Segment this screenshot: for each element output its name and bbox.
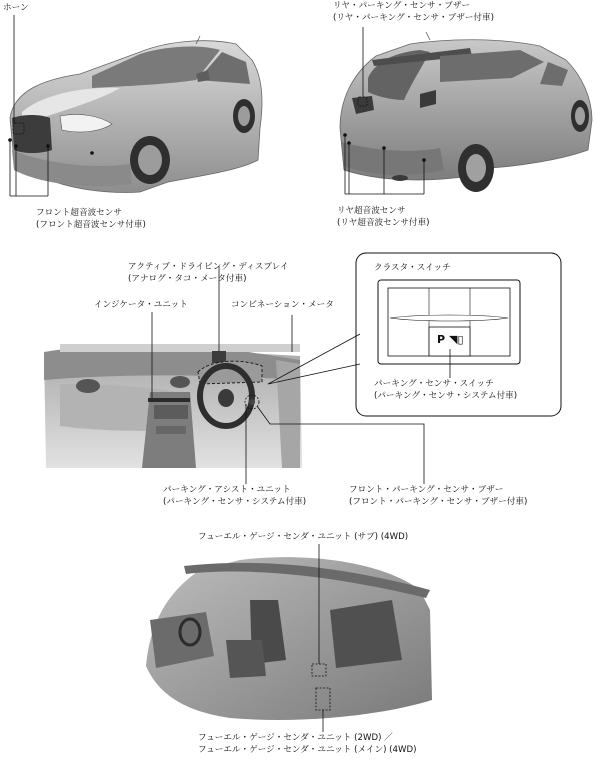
label-fuel-sender-main: フューエル・ゲージ・センダ・ユニット (2WD) ／ — [198, 733, 393, 743]
label-assist-unit-note: (パーキング・センサ・システム付車) — [163, 497, 307, 507]
label-front-sensor: フロント超音波センサ — [36, 208, 122, 218]
label-front-buzzer: フロント・パーキング・センサ・ブザー — [349, 485, 504, 495]
front-car-illustration — [8, 36, 262, 192]
parking-switch-glyph: P — [437, 333, 446, 346]
label-front-buzzer-note: (フロント・パーキング・センサ・ブザー付車) — [349, 497, 528, 507]
label-fuel-sender-sub: フューエル・ゲージ・センダ・ユニット (サブ) (4WD) — [198, 532, 409, 542]
parking-sensor-icon: ◥▯ — [449, 333, 464, 346]
cabin-illustration — [146, 557, 432, 720]
label-cluster-switch: クラスタ・スイッチ — [374, 263, 451, 273]
label-parking-switch: パーキング・センサ・スイッチ — [374, 379, 494, 389]
label-horn: ホーン — [3, 3, 29, 13]
rear-car-illustration — [340, 32, 592, 192]
label-indicator-unit: インジケータ・ユニット — [94, 300, 188, 310]
dashboard-illustration — [44, 344, 302, 468]
label-assist-unit: パーキング・アシスト・ユニット — [163, 485, 291, 495]
label-rear-sensor: リヤ超音波センサ — [337, 206, 406, 216]
label-rear-sensor-note: (リヤ超音波センサ付車) — [337, 218, 430, 228]
label-active-display-note: (アナログ・タコ・メータ付車) — [128, 274, 247, 284]
label-front-sensor-note: (フロント超音波センサ付車) — [36, 220, 146, 230]
label-parking-switch-note: (パーキング・センサ・システム付車) — [374, 391, 518, 401]
label-combination-meter: コンビネーション・メータ — [231, 300, 334, 310]
label-fuel-sender-main-note: フューエル・ゲージ・センダ・ユニット (メイン) (4WD) — [198, 745, 417, 755]
label-rear-buzzer-note: (リヤ・パーキング・センサ・ブザー付車) — [333, 13, 494, 23]
label-rear-buzzer: リヤ・パーキング・センサ・ブザー — [333, 1, 471, 11]
label-active-display: アクティブ・ドライビング・ディスプレイ — [128, 262, 289, 272]
